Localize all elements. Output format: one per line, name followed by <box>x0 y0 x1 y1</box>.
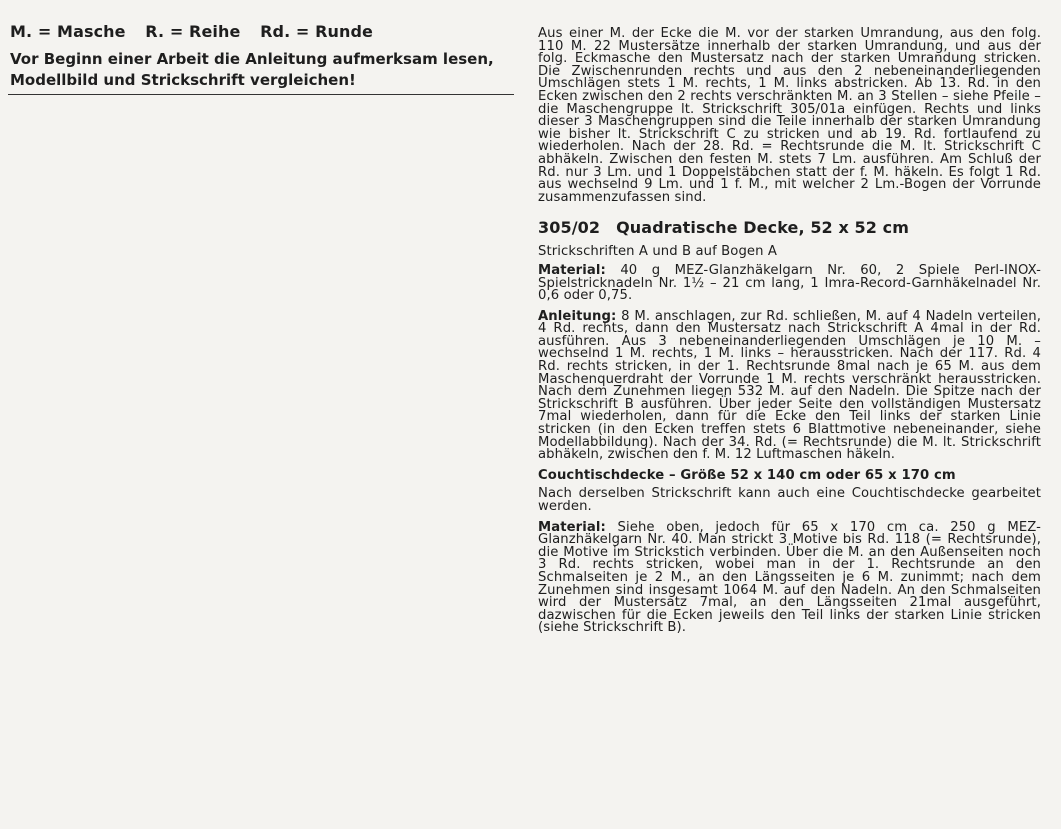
divider-rule <box>8 94 514 95</box>
couch-heading: Couchtischdecke – Größe 52 x 140 cm oder 65 x 170 cm <box>538 467 956 483</box>
intro-paragraph: Aus einer M. der Ecke die M. vor der starken Umrandung, aus den folg. 110 M. 22 Mustersätze innerhalb der starken Umrandung, und aus der folg. Eckmasche den Mustersatz nach der starken Umrandung stricken. Die Zwischenrunden rechts und aus den 2 nebeneinanderliegenden Umschlägen stets 1 M. rechts, 1 M. links abstricken. Ab 13. Rd. in den Ecken zwischen den 2 rechts verschränkten M. an 3 Stellen – siehe Pfeile – die Maschengruppe lt. Strickschrift 305/01a einfügen. Rechts und links dieser 3 Maschengruppen sind die Teile innerhalb der starken Umrandung wie bisher lt. Strickschrift C zu stricken und ab 19. Rd. fortlaufend zu wiederholen. Nach der 28. Rd. = Rechtsrunde die M. lt. Strickschrift C abhäkeln. Zwischen den festen M. stets 7 Lm. ausführen. Am Schluß der Rd. nur 3 Lm. und 1 Doppelstäbchen statt der f. M. häkeln. Es folgt 1 Rd. aus wechselnd 9 Lm. und 1 f. M., mit welcher 2 Lm.-Bogen der Vorrunde zusammenzufassen sind. <box>538 26 1041 205</box>
couch-material-paragraph <box>538 519 1042 636</box>
material-text: 40 g MEZ-Glanzhäkelgarn Nr. 60, 2 Spiele Perl-INOX-Spielstricknadeln Nr. 1½ – 21 cm lang, 1 Imra-Record-Garnhäkelnadel Nr. 0,6 oder 0,75. <box>538 262 1041 304</box>
section-subtitle: Strickschriften A und B auf Bogen A <box>538 244 778 260</box>
abbrev-runde: Rd. = Runde <box>260 22 374 41</box>
reading-notice-line-2: Modellbild und Strickschrift vergleichen! <box>10 71 356 89</box>
couch-intro: Nach derselben Strickschrift kann auch eine Couchtischdecke gearbeitet werden. <box>538 486 1041 514</box>
anleitung-text: 8 M. anschlagen, zur Rd. schließen, M. auf 4 Nadeln verteilen, 4 Rd. rechts, dann den Mustersatz nach Strickschrift A 4mal in der Rd. ausführen. Aus 3 nebeneinanderliegenden Umschlägen je 10 M. – wechselnd 1 M. rechts, 1 M. links – herausstricken. Nach der 117. Rd. 4 Rd. rechts stricken, in der 1. Rechtsrunde 8mal nach je 65 M. aus dem Maschenquerdraht der Vorrunde 1 M. rechts verschränkt herausstricken. Nach dem Zunehmen liegen 532 M. auf den Nadeln. Die Spitze nach der Strickschrift B ausführen. Über jeder Seite den vollständigen Mustersatz 7mal wiederholen, dann für die Ecke den Teil links der starken Linie stricken (in den Ecken treffen stets 6 Blattmotive nebeneinander, siehe Modellabbildung). Nach der 34. Rd. (= Rechtsrunde) die M. lt. Strickschrift abhäkeln, zwischen den f. M. 12 Luftmaschen häkeln. <box>538 308 1041 463</box>
abbrev-masche: M. = Masche <box>10 22 126 41</box>
reading-notice-line-1: Vor Beginn einer Arbeit die Anleitung aufmerksam lesen, <box>10 50 494 68</box>
couch-material-text: Siehe oben, jedoch für 65 x 170 cm ca. 250 g MEZ-Glanzhäkelgarn Nr. 40. Man strickt 3 Motive bis Rd. 118 (= Rechtsrunde), die Motive im Strickstich verbinden. Über die M. an den Außenseiten noch 3 Rd. rechts stricken, wobei man in der 1. Rechtsrunde an den Schmalseiten je 2 M., an den Längsseiten je 6 M. zunimmt; nach dem Zunehmen sind insgesamt 1064 M. auf den Nadeln. An den Schmalseiten wird der Mustersatz 7mal, an den Längsseiten 21mal ausgeführt, dazwischen für die Ecken jeweils den Teil links der starken Linie stricken (siehe Strickschrift B). <box>538 519 1042 636</box>
material-paragraph <box>538 262 1041 304</box>
couch-material-label: Material: <box>538 519 606 535</box>
section-heading <box>538 218 1041 238</box>
section-title: Quadratische Decke, 52 x 52 cm <box>616 218 910 238</box>
anleitung-paragraph <box>538 308 1041 463</box>
section-number: 305/02 <box>538 218 601 238</box>
material-label: Material: <box>538 262 606 278</box>
instructions-column <box>538 28 1041 643</box>
reading-notice <box>10 49 525 91</box>
anleitung-label: Anleitung: <box>538 308 617 324</box>
abbrev-reihe: R. = Reihe <box>145 22 241 41</box>
abbreviations-line <box>10 22 387 41</box>
